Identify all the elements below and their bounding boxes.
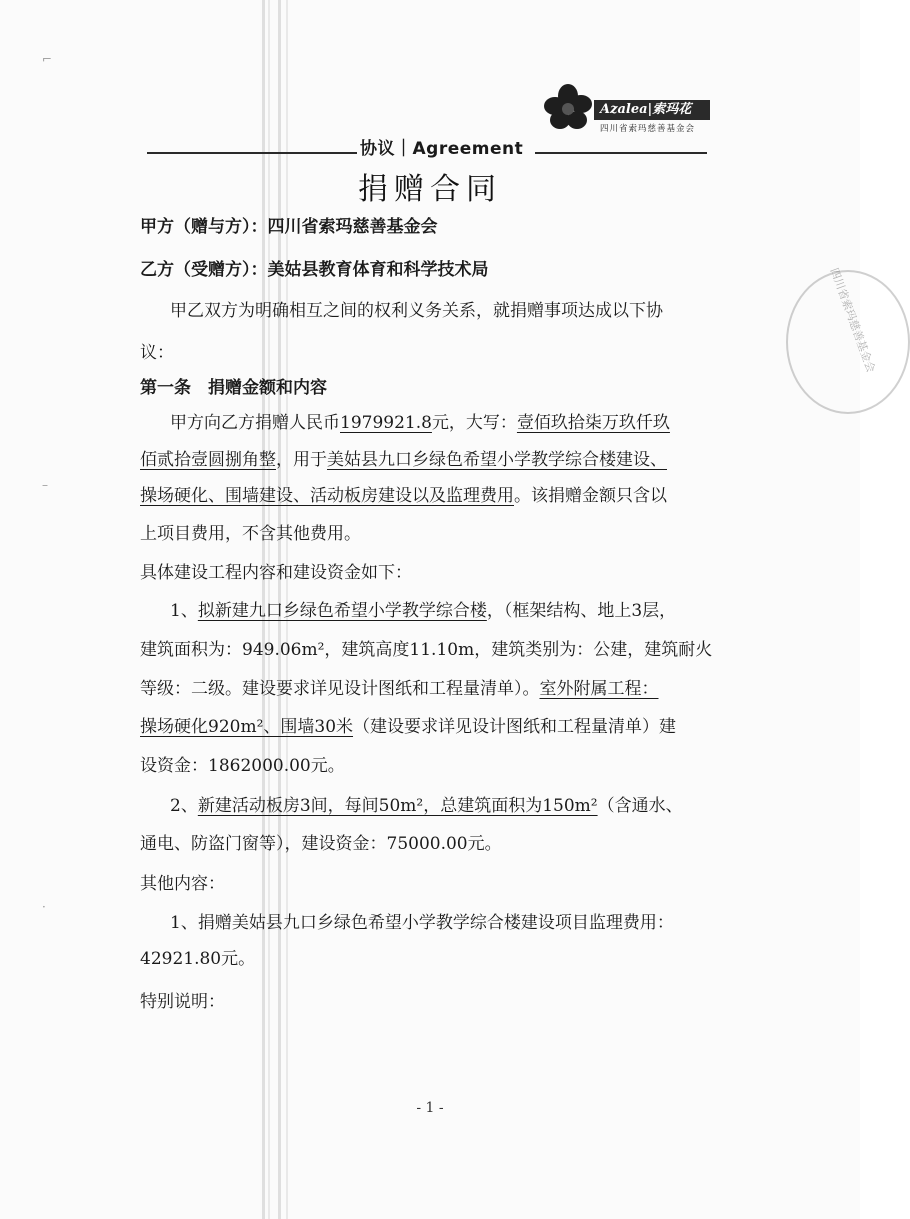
- item-1-line3: [140, 675, 659, 703]
- item-1-line1: [170, 597, 676, 625]
- agreement-label: 协议｜Agreement: [360, 139, 524, 159]
- special-note-label: 特别说明：: [140, 992, 225, 1012]
- project-name: 拟新建九口乡绿色希望小学教学综合楼: [197, 601, 487, 621]
- scan-speck: ⌐: [42, 52, 53, 66]
- party-a: 甲方（赠与方）：四川省索玛慈善基金会: [140, 217, 438, 237]
- text-run: （建设要求详见设计图纸和工程量清单）建: [353, 717, 677, 737]
- foundation-logo: [542, 80, 717, 140]
- project-name: 新建活动板房3间，每间50m²，总建筑面积为150m²: [197, 796, 598, 816]
- donation-purpose: 操场硬化、围墙建设、活动板房建设以及监理费用: [140, 486, 514, 506]
- item-1-line5: 设资金：1862000.00元。: [140, 756, 345, 776]
- amount-in-words: 壹佰玖拾柒万玖仟玖: [516, 413, 670, 433]
- seal-text: 四川省索玛慈善基金会: [827, 266, 878, 375]
- text-run: 元，大写：: [431, 413, 517, 433]
- article-1-p1-line3: [140, 482, 667, 510]
- azalea-flower-icon: [542, 82, 594, 134]
- binding-hole-mark: ·: [42, 900, 46, 914]
- outdoor-works-label: 室外附属工程：: [539, 679, 659, 699]
- donation-amount: 1979921.8: [340, 413, 432, 433]
- logo-subtitle: 四川省索玛慈善基金会: [600, 124, 696, 134]
- article-1-p1-line2: [140, 446, 667, 474]
- text-run: ，（框架结构、地上3层，: [486, 601, 677, 621]
- official-seal: [786, 266, 910, 414]
- header-rule-left: [147, 152, 357, 154]
- text-run: ，用于: [276, 450, 327, 470]
- intro-line-1: 甲乙双方为明确相互之间的权利义务关系，就捐赠事项达成以下协: [170, 301, 663, 321]
- party-b: 乙方（受赠方）：美姑县教育体育和科学技术局: [140, 260, 489, 280]
- item-1-line4: [140, 713, 676, 741]
- donation-purpose: 美姑县九口乡绿色希望小学教学综合楼建设、: [327, 450, 667, 470]
- item-2-line1: [170, 792, 683, 820]
- document-title: 捐赠合同: [358, 172, 502, 207]
- item-number: 1、: [170, 601, 198, 621]
- item-number: 2、: [170, 796, 198, 816]
- intro-line-2: 议：: [140, 343, 174, 363]
- text-run: 等级：二级。建设要求详见设计图纸和工程量清单）。: [140, 679, 540, 699]
- text-run: 甲方向乙方捐赠人民币: [170, 413, 340, 433]
- other-item-1-line2: 42921.80元。: [140, 949, 256, 969]
- construction-intro: 具体建设工程内容和建设资金如下：: [140, 563, 412, 583]
- binding-hole-mark: –: [42, 478, 48, 492]
- page-number: - 1 -: [416, 1100, 444, 1116]
- other-item-1-line1: 1、捐赠美姑县九口乡绿色希望小学教学综合楼建设项目监理费用：: [170, 913, 674, 933]
- item-1-line2: 建筑面积为：949.06m²，建筑高度11.10m，建筑类别为：公建，建筑耐火: [140, 640, 713, 660]
- article-1-heading: 第一条 捐赠金额和内容: [140, 378, 327, 398]
- article-1-p1-line1: [170, 409, 670, 437]
- header-rule-right: [535, 152, 707, 154]
- item-2-line2: 通电、防盗门窗等），建设资金：75000.00元。: [140, 834, 502, 854]
- text-run: （含通水、: [597, 796, 683, 816]
- text-run: 。该捐赠金额只含以: [514, 486, 667, 506]
- other-content-label: 其他内容：: [140, 874, 225, 894]
- logo-wordmark: Azalea|索玛花: [594, 100, 710, 120]
- amount-in-words: 佰贰拾壹圆捌角整: [140, 450, 276, 470]
- article-1-p1-line4: 上项目费用，不含其他费用。: [140, 524, 361, 544]
- outdoor-works: 操场硬化920m²、围墙30米: [140, 717, 354, 737]
